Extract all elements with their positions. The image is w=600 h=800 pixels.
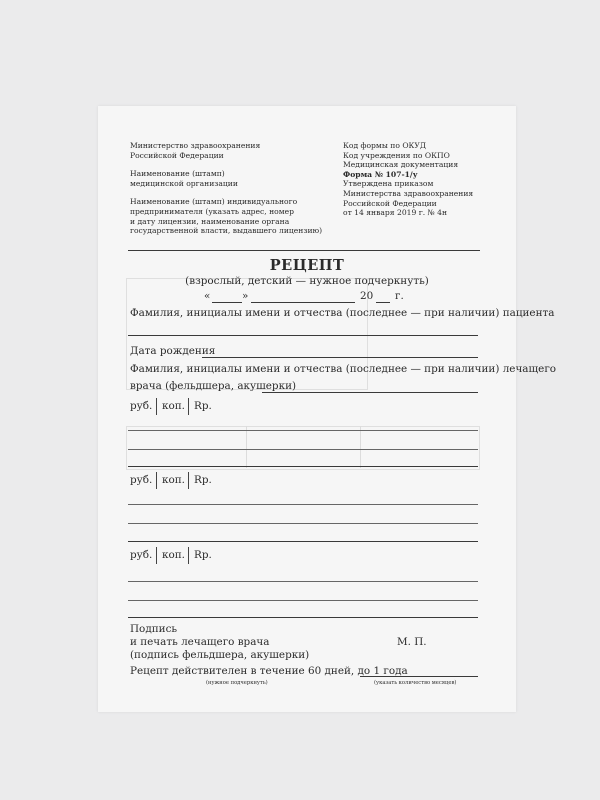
date-day-line[interactable] bbox=[212, 302, 242, 303]
rx2-field-line-2[interactable] bbox=[128, 523, 478, 524]
date-year-prefix: 20 bbox=[360, 290, 374, 302]
page-title: РЕЦЕПТ bbox=[269, 257, 345, 274]
org-line2: медицинской организации bbox=[130, 178, 238, 188]
signature-line1: Подпись bbox=[130, 623, 178, 635]
rx2-rp-label: Rp. bbox=[194, 474, 212, 486]
doctor-label-line1: Фамилия, инициалы имени и отчества (последнее — при наличии) лечащего bbox=[130, 363, 557, 375]
rx1-field-line-2[interactable] bbox=[128, 449, 478, 450]
okud-label: Код формы по ОКУД bbox=[343, 141, 427, 150]
approved-ministry-line2: Российской Федерации bbox=[343, 198, 437, 208]
header-left bbox=[130, 141, 322, 236]
order-date: от 14 января 2019 г. № 4н bbox=[343, 208, 448, 218]
form-number: Форма № 107-1/у bbox=[343, 169, 418, 179]
rx1-divider-2 bbox=[188, 398, 189, 415]
rx2-field-line-1[interactable] bbox=[128, 504, 478, 505]
header-divider bbox=[128, 250, 480, 251]
ip-line4: государственной власти, выдавшего лицензию) bbox=[130, 226, 323, 236]
stamp-label: М. П. bbox=[397, 636, 427, 648]
rx3-bottom-divider bbox=[128, 617, 478, 618]
approved-label: Утверждена приказом bbox=[343, 179, 434, 189]
ministry-line2: Российской Федерации bbox=[130, 150, 224, 160]
rx1-rp-label: Rp. bbox=[194, 400, 212, 412]
patient-label: Фамилия, инициалы имени и отчества (последнее — при наличии) пациента bbox=[130, 307, 555, 319]
date-month-line[interactable] bbox=[251, 302, 355, 303]
validity-months-field[interactable] bbox=[360, 676, 478, 677]
date-quote-close: » bbox=[242, 290, 249, 302]
date-year-suffix: г. bbox=[395, 290, 404, 302]
ip-line3: и дату лицензии, наименование органа bbox=[130, 216, 290, 226]
validity-note-left: (нужное подчеркнуть) bbox=[206, 680, 268, 686]
rx3-field-line-2[interactable] bbox=[128, 600, 478, 601]
docs-label: Медицинская документация bbox=[343, 160, 459, 170]
rx2-divider-1 bbox=[156, 472, 157, 489]
rx2-divider-2 bbox=[188, 472, 189, 489]
rx2-rub-label: руб. bbox=[130, 474, 153, 486]
okpo-label: Код учреждения по ОКПО bbox=[343, 150, 450, 160]
reverse-side-table-show-through bbox=[126, 426, 480, 470]
signature-line2: и печать лечащего врача bbox=[130, 636, 270, 648]
ip-line1: Наименование (штамп) индивидуального bbox=[130, 197, 298, 207]
doctor-label-line2: врача (фельдшера, акушерки) bbox=[130, 380, 297, 392]
birth-date-field[interactable] bbox=[202, 357, 478, 358]
header-right bbox=[343, 141, 473, 218]
reverse-side-divider-2 bbox=[360, 426, 361, 468]
page-subtitle: (взрослый, детский — нужное подчеркнуть) bbox=[185, 275, 429, 287]
ip-line2: предпринимателя (указать адрес, номер bbox=[130, 206, 295, 216]
approved-ministry-line1: Министерства здравоохранения bbox=[343, 188, 474, 198]
rx1-field-line-1[interactable] bbox=[128, 430, 478, 431]
doctor-field[interactable] bbox=[262, 392, 478, 393]
rx3-divider-2 bbox=[188, 547, 189, 564]
rx3-divider-1 bbox=[156, 547, 157, 564]
rx3-rp-label: Rp. bbox=[194, 549, 212, 561]
ministry-line1: Министерство здравоохранения bbox=[130, 141, 261, 150]
rx1-divider-1 bbox=[156, 398, 157, 415]
patient-field[interactable] bbox=[128, 335, 478, 336]
rx3-rub-label: руб. bbox=[130, 549, 153, 561]
prescription-form bbox=[98, 106, 557, 712]
validity-note-right: (указать количество месяцев) bbox=[374, 680, 457, 686]
reverse-side-divider-1 bbox=[246, 426, 247, 468]
rx1-bottom-divider bbox=[128, 466, 478, 467]
date-quote-open: « bbox=[204, 290, 211, 302]
rx3-kop-label: коп. bbox=[162, 549, 185, 561]
org-line1: Наименование (штамп) bbox=[130, 169, 225, 179]
rx2-kop-label: коп. bbox=[162, 474, 185, 486]
rx1-rub-label: руб. bbox=[130, 400, 153, 412]
signature-line3: (подпись фельдшера, акушерки) bbox=[130, 649, 310, 661]
rx1-kop-label: коп. bbox=[162, 400, 185, 412]
rx2-bottom-divider bbox=[128, 541, 478, 542]
validity-label: Рецепт действителен в течение 60 дней, до 1 года bbox=[130, 665, 408, 677]
birth-date-label: Дата рождения bbox=[130, 345, 216, 357]
date-year-line[interactable] bbox=[376, 302, 390, 303]
rx3-field-line-1[interactable] bbox=[128, 581, 478, 582]
